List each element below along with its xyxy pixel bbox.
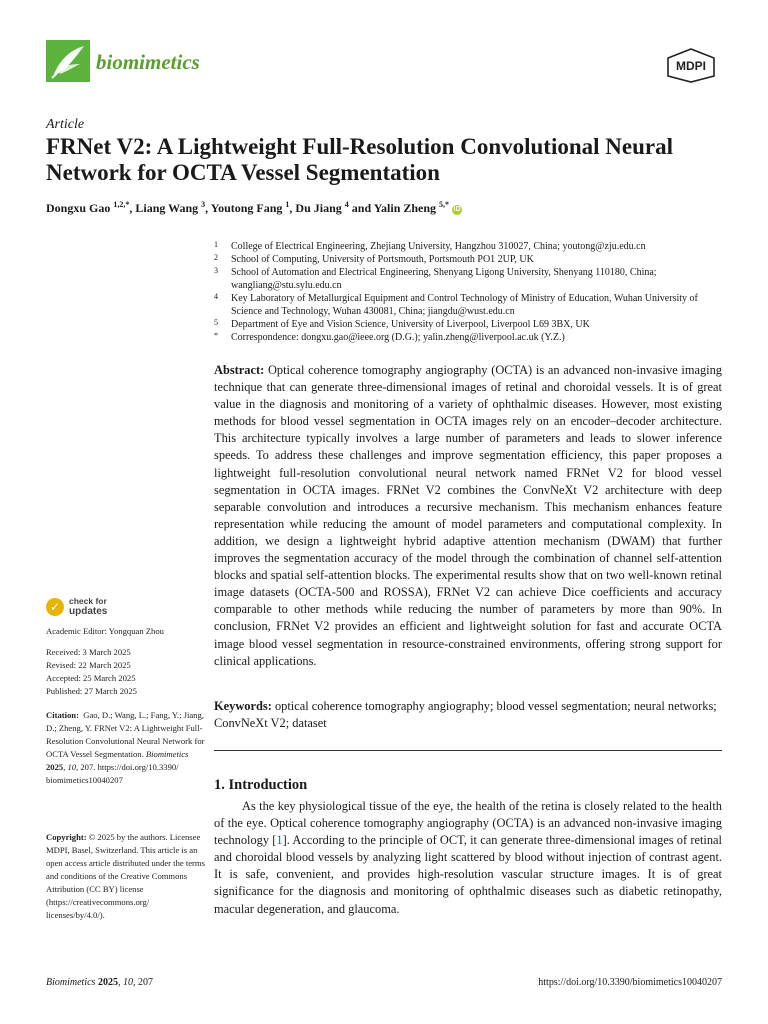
affiliation-item: 3 School of Automation and Electrical Engineering, Shenyang Ligong University, Shenyang 110180, China; wangliang@stu.sylu.edu.cn <box>214 266 657 291</box>
reference-link[interactable]: 1 <box>276 833 283 848</box>
intro-paragraph: As the key physiological tissue of the eye, the health of the retina is closely related to the health of the eye. Optical coherence tomography angiography (OCTA) is an advanced non-invasive imaging technology [1]. According to the principle of OCT, it can generate three-dimensional images of retinal and choroidal blood vessels by analyzing light scattered by blood without injection of contrast agent. It is safe, convenient, and provides high-resolution vascular structure images. It is of great significance for the diagnosis and monitoring of ophthalmic diseases such as diabetic retinopathy, macular degeneration, and glaucoma. <box>214 799 722 916</box>
article-type: Article <box>46 117 85 132</box>
affiliation-item: 1 College of Electrical Engineering, Zhejiang University, Hangzhou 310027, China; youtong@zju.edu.cn <box>214 240 646 252</box>
affiliations <box>214 240 724 344</box>
author-4[interactable]: Du Jiang $^4$ <box>295 200 349 215</box>
footer-doi[interactable]: https://doi.org/10.3390/biomimetics10040207 <box>538 977 722 988</box>
dates: Received: 3 March 2025 Revised: 22 March 2025 Accepted: 25 March 2025 Published: 27 March 2025 <box>46 647 137 696</box>
keywords-text: optical coherence tomography angiography; blood vessel segmentation; neural networks; ConvNeXt V2; dataset <box>214 699 717 731</box>
affiliation-item: 5 Department of Eye and Vision Science, University of Liverpool, Liverpool L69 3BX, UK <box>214 318 590 330</box>
author-1[interactable]: Dongxu Gao $^{1,2,*}$ <box>46 200 130 215</box>
mdpi-logo-icon <box>662 46 720 84</box>
affiliation-item: 2 School of Computing, University of Portsmouth, Portsmouth PO1 2UP, UK <box>214 253 534 265</box>
author-2[interactable]: Liang Wang $^3$ <box>135 200 206 215</box>
author-list: Dongxu Gao $^{1,2,*}$, Liang Wang $^3$, Youtong Fang $^1$, Du Jiang $^4$ and Yalin Zheng $^{5,*}$ iD <box>46 200 461 215</box>
keywords <box>214 698 722 732</box>
section-heading: 1. Introduction <box>214 777 308 793</box>
abstract-label: Abstract: <box>214 363 265 377</box>
footer-citation: Biomimetics 2025, 10, 207 <box>46 977 153 988</box>
correspondence: * Correspondence: dongxu.gao@ieee.org (D.G.); yalin.zheng@liverpool.ac.uk (Y.Z.) <box>214 331 565 343</box>
journal-logo <box>46 40 90 82</box>
mdpi-logo[interactable] <box>662 46 720 84</box>
journal-name[interactable]: biomimetics <box>96 50 200 74</box>
keywords-label: Keywords: <box>214 699 272 713</box>
abstract-text: Optical coherence tomography angiography (OCTA) is an advanced non-invasive imaging technique that can generate three-dimensional images of retinal and choroidal vessels. It is of great value in the diagnosis and monitoring of a variety of ophthalmic diseases. However, most existing methods for blood vessel segmentation in OCTA images rely on an encoder–decoder architecture. This architecture typically involves a large number of parameters and leads to slower inference speeds. To address these challenges and improve segmentation efficiency, this paper proposes a lightweight full-resolution convolutional neural network named FRNet V2 for blood vessel segmentation in OCTA images. FRNet V2 combines the ConvNeXt V2 architecture with deep separable convolution and introduces a recursive mechanism. This mechanism enhances feature representation while reducing the amount of model parameters and computational complexity. In addition, we design a lightweight hybrid adaptive attention mechanism (DWAM) that further improves the segmentation accuracy of the model through the combination of channel self-attention blocks and spatial self-attention blocks. The experimental results show that on two well-known retinal image datasets (OCTA-500 and ROSSA), FRNet V2 can achieve Dice coefficients and accuracy comparable to other methods while reducing the number of parameters by more than 90%. In conclusion, FRNet V2 provides an efficient and lightweight solution for fast and accurate OCTA image blood vessel segmentation in resource-constrained environments, offering strong support for clinical applications. <box>214 363 722 668</box>
abstract <box>214 362 722 670</box>
svg-text:MDPI: MDPI <box>676 59 706 73</box>
article-title: FRNet V2: A Lightweight Full-Resolution Convolutional Neural Network for OCTA Vessel Segmentation <box>46 134 673 185</box>
bird-leaf-icon <box>46 40 90 82</box>
affiliation-item: 4 Key Laboratory of Metallurgical Equipment and Control Technology of Ministry of Education, Wuhan University of Science and Technology, Wuhan 430081, China; jiangdu@wust.edu.cn <box>214 292 698 317</box>
author-3[interactable]: Youtong Fang $^1$ <box>210 200 290 215</box>
orcid-icon[interactable]: iD <box>453 206 461 213</box>
divider <box>214 750 722 751</box>
author-5[interactable]: Yalin Zheng $^{5,*}$ <box>373 200 450 215</box>
check-updates-icon: ✓ <box>46 598 64 616</box>
citation: Citation: Gao, D.; Wang, L.; Fang, Y.; Jiang, D.; Zheng, Y. FRNet V2: A Lightweight Full-Resolution Convolutional Neural Network for OCTA Vessel Segmentation. Biomimetics 2025, 10, 207. https://doi.org/10.3390/ biomimetics10040207 <box>46 710 205 785</box>
copyright: Copyright: © 2025 by the authors. Licensee MDPI, Basel, Switzerland. This article is an open access article distributed under the terms and conditions of the Creative Commons Attribution (CC BY) license (https://creativecommons.org/ licenses/by/4.0/). <box>46 832 205 920</box>
academic-editor: Academic Editor: Yongquan Zhou <box>46 626 164 636</box>
check-for-updates[interactable]: ✓ check for updates <box>46 597 107 617</box>
